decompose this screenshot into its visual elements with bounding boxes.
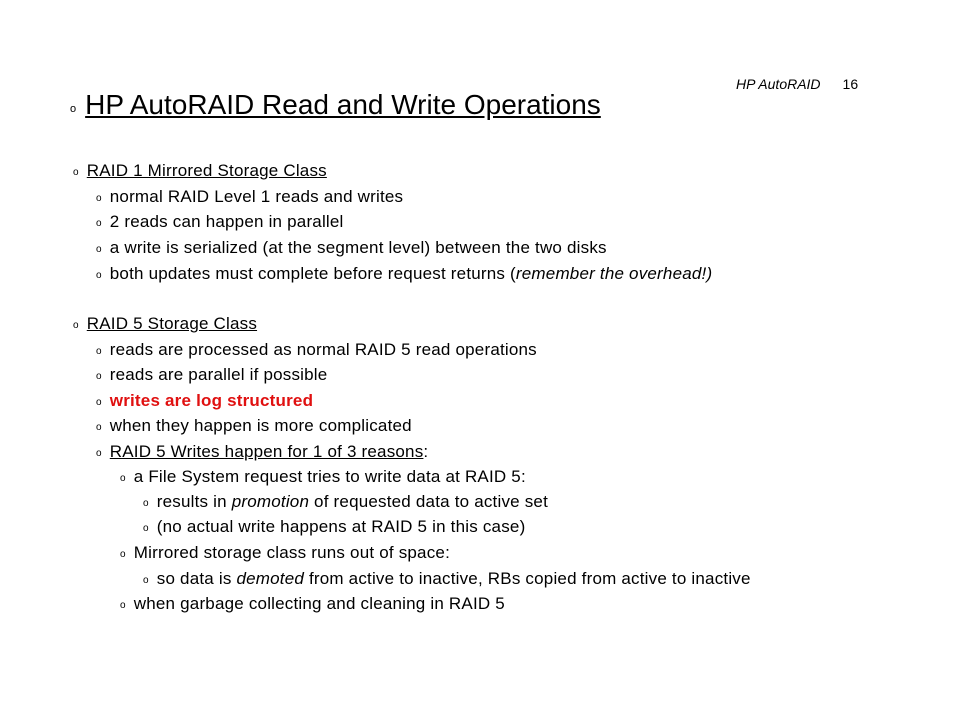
list-item: [96, 264, 712, 284]
list-item: [120, 467, 526, 487]
list-item-text: so data is: [156, 569, 237, 588]
list-item: [120, 543, 450, 563]
slide-header: [736, 76, 858, 92]
list-item-text: (no actual write happens at RAID 5 in this case): [156, 517, 526, 536]
list-item: [96, 365, 327, 385]
list-item: [96, 212, 344, 232]
bullet-icon: o: [73, 167, 79, 178]
list-item-text: reads are parallel if possible: [109, 365, 328, 384]
bullet-icon: o: [96, 371, 102, 382]
raid5-heading-row: [73, 314, 257, 334]
writes-heading-suffix: :: [423, 442, 429, 461]
list-item-text: reads are processed as normal RAID 5 read operations: [109, 340, 537, 359]
list-item-text: results in: [156, 492, 232, 511]
bullet-icon: o: [70, 103, 77, 115]
list-item: [96, 238, 607, 258]
list-item: [96, 187, 403, 207]
list-item-text: of requested data to active set: [309, 492, 549, 511]
raid1-heading: RAID 1 Mirrored Storage Class: [86, 161, 327, 180]
list-item-text: a write is serialized (at the segment level) between the two disks: [109, 238, 607, 257]
bullet-icon: o: [120, 600, 126, 611]
bullet-icon: o: [96, 397, 102, 408]
raid1-heading-row: [73, 161, 327, 181]
list-item-text: Mirrored storage class runs out of space:: [133, 543, 450, 562]
raid5-heading: RAID 5 Storage Class: [86, 314, 258, 333]
list-item-text: normal RAID Level 1 reads and writes: [109, 187, 404, 206]
page-number: 16: [842, 76, 859, 92]
list-item-text: a File System request tries to write data at RAID 5:: [133, 467, 526, 486]
slide-title: HP AutoRAID Read and Write Operations: [85, 89, 601, 120]
list-item: [96, 340, 537, 360]
list-item-text: from active to inactive, RBs copied from active to inactive: [304, 569, 751, 588]
list-item: [143, 492, 548, 512]
list-item-text: when garbage collecting and cleaning in RAID 5: [133, 594, 505, 613]
writes-heading: RAID 5 Writes happen for 1 of 3 reasons: [109, 442, 424, 461]
bullet-icon: o: [96, 218, 102, 229]
list-item: [143, 517, 525, 537]
writes-heading-row: [96, 442, 428, 462]
bullet-icon: o: [96, 422, 102, 433]
highlight-text: writes are log structured: [109, 391, 314, 410]
bullet-icon: o: [96, 270, 102, 281]
bullet-icon: o: [73, 320, 79, 331]
bullet-icon: o: [96, 448, 102, 459]
list-item-text: when they happen is more complicated: [109, 416, 412, 435]
list-item-emphasis: remember the overhead!): [515, 264, 713, 283]
bullet-icon: o: [143, 498, 149, 509]
list-item-emphasis: demoted: [236, 569, 305, 588]
bullet-icon: o: [96, 244, 102, 255]
bullet-icon: o: [120, 549, 126, 560]
list-item-emphasis: promotion: [231, 492, 310, 511]
list-item: [143, 569, 751, 589]
bullet-icon: o: [96, 346, 102, 357]
bullet-icon: o: [143, 523, 149, 534]
bullet-icon: o: [96, 193, 102, 204]
bullet-icon: o: [143, 575, 149, 586]
bullet-icon: o: [120, 473, 126, 484]
header-label: HP AutoRAID: [736, 76, 821, 92]
list-item: [96, 416, 412, 436]
list-item-text: both updates must complete before request returns (: [109, 264, 516, 283]
list-item: [120, 594, 505, 614]
slide-title-row: [70, 89, 601, 121]
list-item: [96, 391, 313, 411]
list-item-text: 2 reads can happen in parallel: [109, 212, 344, 231]
